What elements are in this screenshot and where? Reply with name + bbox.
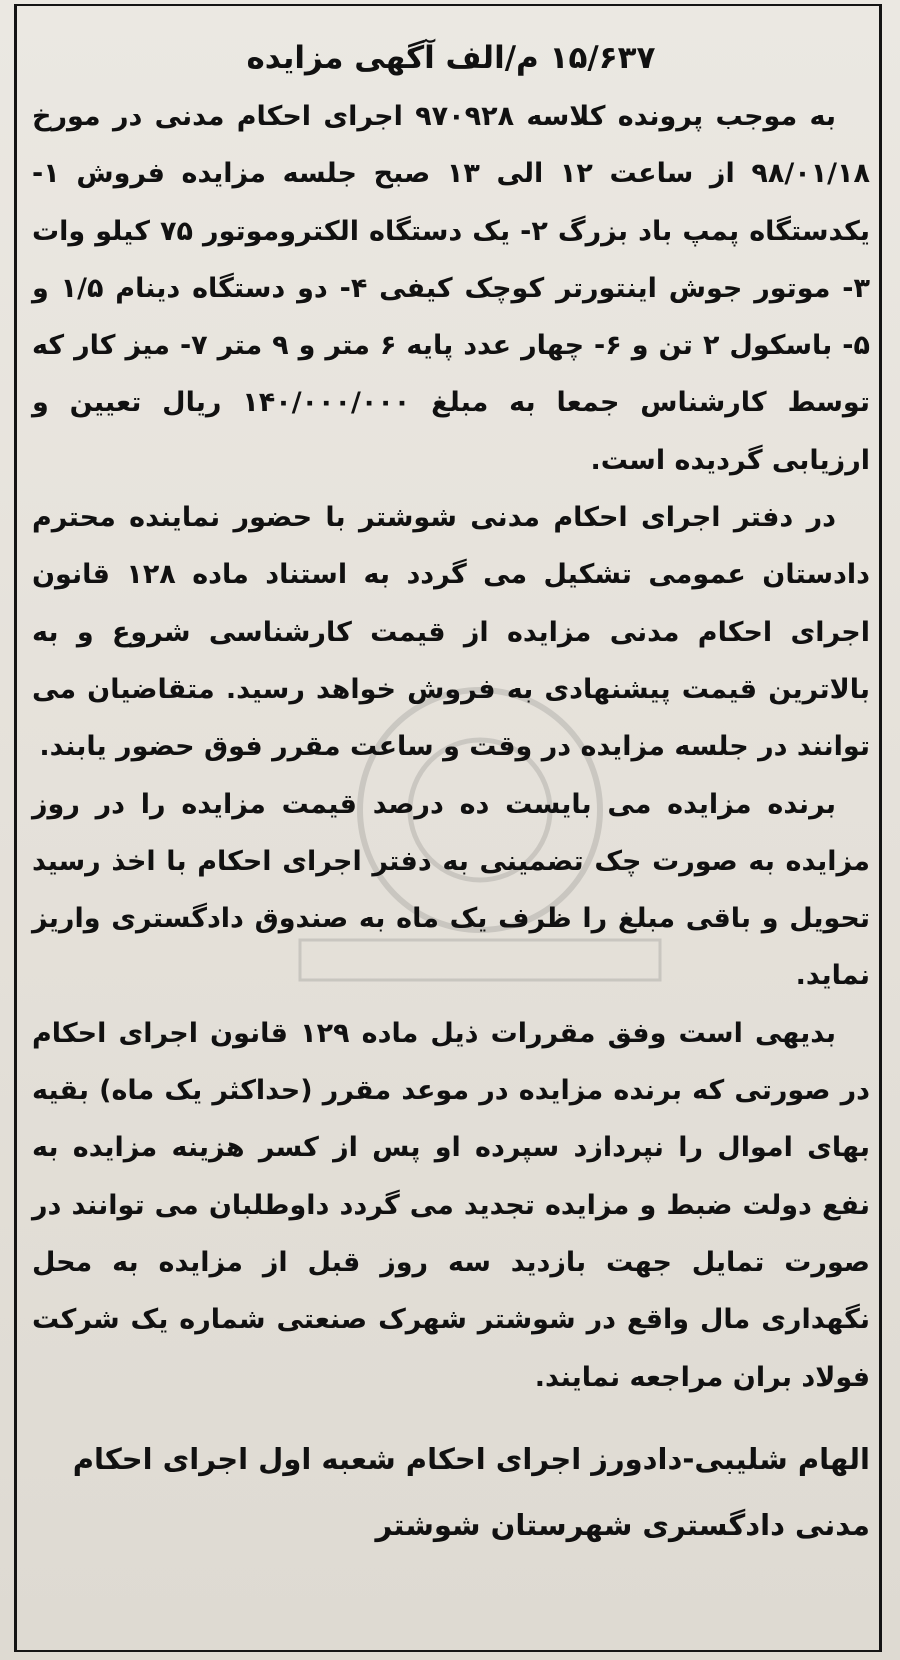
paragraph-payment-terms: برنده مزایده می بایست ده درصد قیمت مزایده را در روز مزایده به صورت چک تضمینی به دفتر اجرای احکام با اخذ رسید تحویل و باقی مبلغ را ظرف یک ماه به صندوق دادگستری واریز نماید. [32, 788, 870, 992]
signature-block [32, 1426, 870, 1558]
paragraph-auction-items: به موجب پرونده کلاسه ۹۷۰۹۲۸ اجرای احکام مدنی در مورخ ۹۸/۰۱/۱۸ از ساعت ۱۲ الی ۱۳ صبح جلسه مزایده فروش ۱- یکدستگاه پمپ باد بزرگ ۲- یک دستگاه الکتروموتور ۷۵ کیلو وات ۳- موتور جوش اینتورتر کوچک کیفی ۴- دو دستگاه دینام ۱/۵ و ۵- باسکول ۲ تن و ۶- چهار عدد پایه ۶ متر و ۹ متر ۷- میز کار که توسط کارشناس جمعا به مبلغ ۱۴۰/۰۰۰/۰۰۰ ریال تعیین و ارزیابی گردیده است. [32, 101, 870, 476]
notice-content [32, 30, 870, 1558]
paragraph-legal-conditions: بدیهی است وفق مقررات ذیل ماده ۱۲۹ قانون اجرای احکام در صورتی که برنده مزایده در موعد مقرر (حداکثر یک ماه) بقیه بهای اموال را نپردازد سپرده او پس از کسر هزینه مزایده به نفع دولت ضبط و مزایده تجدید می گردد داوطلبان می توانند در صورت تمایل جهت بازدید سه روز قبل از مزایده به محل نگهداری مال واقع در شوشتر شهرک صنعتی شماره یک شرکت فولاد بران مراجعه نمایند. [32, 1017, 870, 1393]
signature-line-2: مدنی دادگستری شهرستان شوشتر [375, 1507, 870, 1542]
signature-line-1: الهام شلیبی-دادورز اجرای احکام شعبه اول اجرای احکام [72, 1441, 870, 1476]
paragraph-session-location: در دفتر اجرای احکام مدنی شوشتر با حضور نماینده محترم دادستان عمومی تشکیل می گردد به استناد ماده ۱۲۸ قانون اجرای احکام مدنی مزایده از قیمت کارشناسی شروع و به بالاترین قیمت پیشنهادی به فروش خواهد رسید. متقاضیان می توانند در جلسه مزایده در وقت و ساعت مقرر فوق حضور یابند. [32, 502, 870, 763]
notice-title: ۱۵/۶۳۷ م/الف آگهی مزایده [246, 40, 656, 76]
